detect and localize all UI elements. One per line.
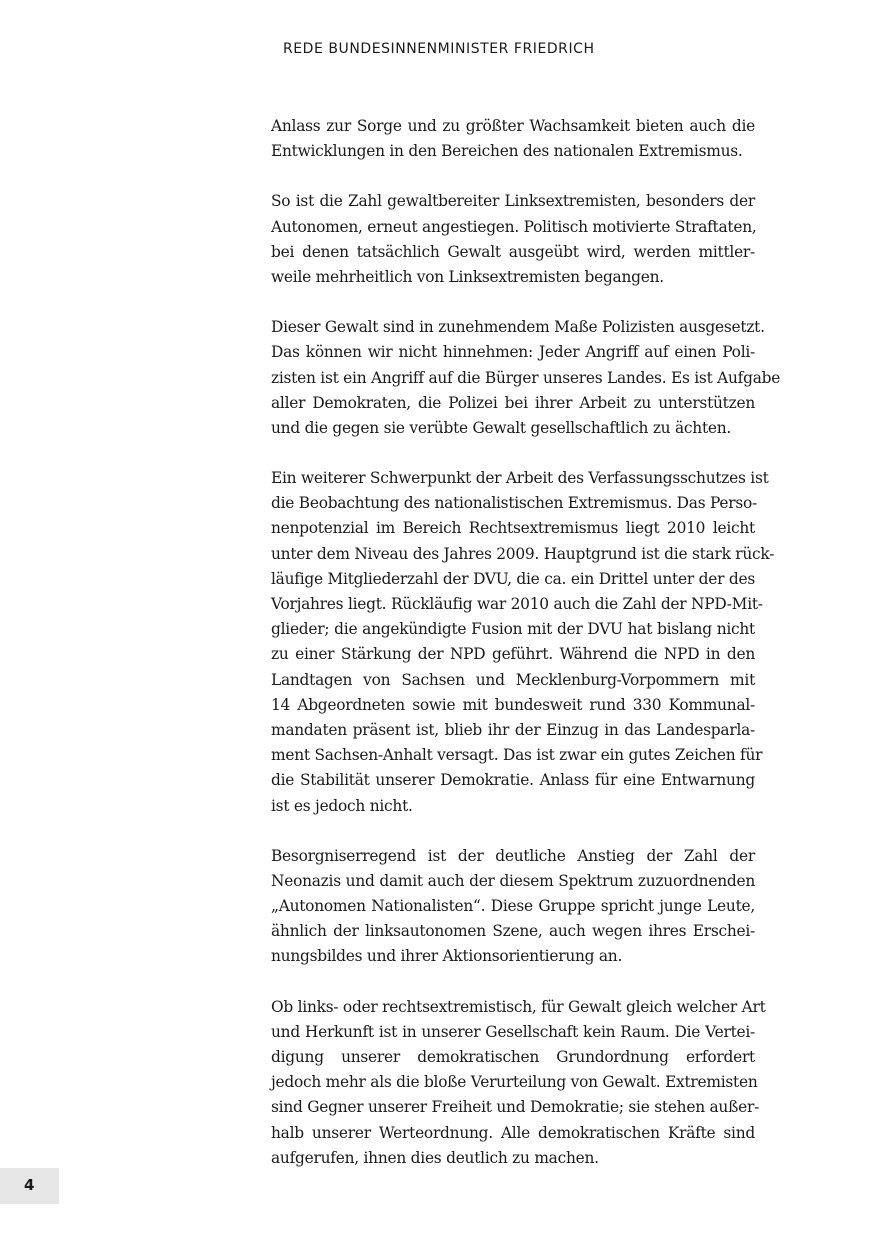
- paragraph: [271, 995, 766, 1171]
- text-line: digung unserer demokratischen Grundordnung erfordert: [271, 1048, 755, 1066]
- text-line: ähnlich der linksautonomen Szene, auch wegen ihres Erschei-: [271, 922, 755, 941]
- paragraph: [271, 466, 775, 819]
- text-line: So ist die Zahl gewaltbereiter Linksextremisten, besonders der: [271, 192, 755, 211]
- text-line: Autonomen, erneut angestiegen. Politisch motivierte Straftaten,: [271, 217, 757, 236]
- text-line: zisten ist ein Angriff auf die Bürger unseres Landes. Es ist Aufgabe: [271, 368, 781, 387]
- text-line: die Beobachtung des nationalistischen Extremismus. Das Perso-: [271, 494, 757, 513]
- text-line: weile mehrheitlich von Linksextremisten begangen.: [271, 267, 664, 286]
- paragraph: [271, 189, 755, 290]
- text-line: Dieser Gewalt sind in zunehmendem Maße Polizisten ausgesetzt.: [271, 318, 765, 337]
- page-number-box: [0, 1168, 59, 1204]
- text-line: bei denen tatsächlich Gewalt ausgeübt wird, werden mittler-: [271, 242, 755, 261]
- text-line: und die gegen sie verübte Gewalt gesellschaftlich zu ächten.: [271, 418, 732, 437]
- text-line: „Autonomen Nationalisten“. Diese Gruppe spricht junge Leute,: [271, 897, 755, 916]
- text-line: Neonazis und damit auch der diesem Spektrum zuzuordnenden: [271, 871, 755, 890]
- text-line: glieder; die angekündigte Fusion mit der DVU hat bislang nicht: [271, 620, 755, 639]
- text-line: jedoch mehr als die bloße Verurteilung von Gewalt. Extremisten: [271, 1073, 758, 1092]
- text-line: Entwicklungen in den Bereichen des nationalen Extremismus.: [271, 142, 743, 161]
- paragraph: [271, 114, 755, 164]
- text-line: ment Sachsen-Anhalt versagt. Das ist zwar ein gutes Zeichen für: [271, 746, 763, 765]
- text-line: und Herkunft ist in unserer Gesellschaft kein Raum. Die Vertei-: [271, 1022, 755, 1041]
- text-line: 14 Abgeordneten sowie mit bundesweit rund 330 Kommunal-: [271, 695, 755, 714]
- text-line: Vorjahres liegt. Rückläufig war 2010 auch die Zahl der NPD-Mit-: [271, 595, 763, 613]
- text-line: nenpotenzial im Bereich Rechtsextremismus liegt 2010 leicht: [271, 519, 755, 538]
- text-line: die Stabilität unserer Demokratie. Anlass für eine Entwarnung: [271, 771, 755, 790]
- text-line: Besorgniserregend ist der deutliche Anstieg der Zahl der: [271, 846, 755, 865]
- text-line: Ob links- oder rechtsextremistisch, für Gewalt gleich welcher Art: [271, 997, 766, 1016]
- text-line: halb unserer Werteordnung. Alle demokratischen Kräfte sind: [271, 1123, 755, 1142]
- body-text: [271, 114, 781, 1196]
- text-line: aller Demokraten, die Polizei bei ihrer Arbeit zu unterstützen: [271, 393, 755, 412]
- running-head-title: REDE BUNDESINNENMINISTER FRIEDRICH: [283, 41, 595, 57]
- text-line: ist es jedoch nicht.: [271, 796, 413, 815]
- text-line: unter dem Niveau des Jahres 2009. Hauptgrund ist die stark rück-: [271, 544, 775, 563]
- text-line: läufige Mitgliederzahl der DVU, die ca. ein Drittel unter der des: [271, 569, 755, 588]
- text-line: nungsbildes und ihrer Aktionsorientierung an.: [271, 947, 623, 966]
- page-number: 4: [24, 1176, 35, 1194]
- paragraph: [271, 844, 755, 970]
- paragraph: [271, 315, 781, 441]
- text-line: Landtagen von Sachsen und Mecklenburg-Vorpommern mit: [271, 670, 755, 689]
- text-line: mandaten präsent ist, blieb ihr der Einzug in das Landesparla-: [271, 720, 755, 739]
- text-line: sind Gegner unserer Freiheit und Demokratie; sie stehen außer-: [271, 1098, 760, 1117]
- text-line: aufgerufen, ihnen dies deutlich zu machen.: [271, 1148, 599, 1167]
- text-line: zu einer Stärkung der NPD geführt. Während die NPD in den: [271, 645, 755, 664]
- text-line: Ein weiterer Schwerpunkt der Arbeit des Verfassungsschutzes ist: [271, 469, 769, 488]
- text-line: Anlass zur Sorge und zu größter Wachsamkeit bieten auch die: [271, 117, 755, 135]
- text-line: Das können wir nicht hinnehmen: Jeder Angriff auf einen Poli-: [271, 343, 755, 362]
